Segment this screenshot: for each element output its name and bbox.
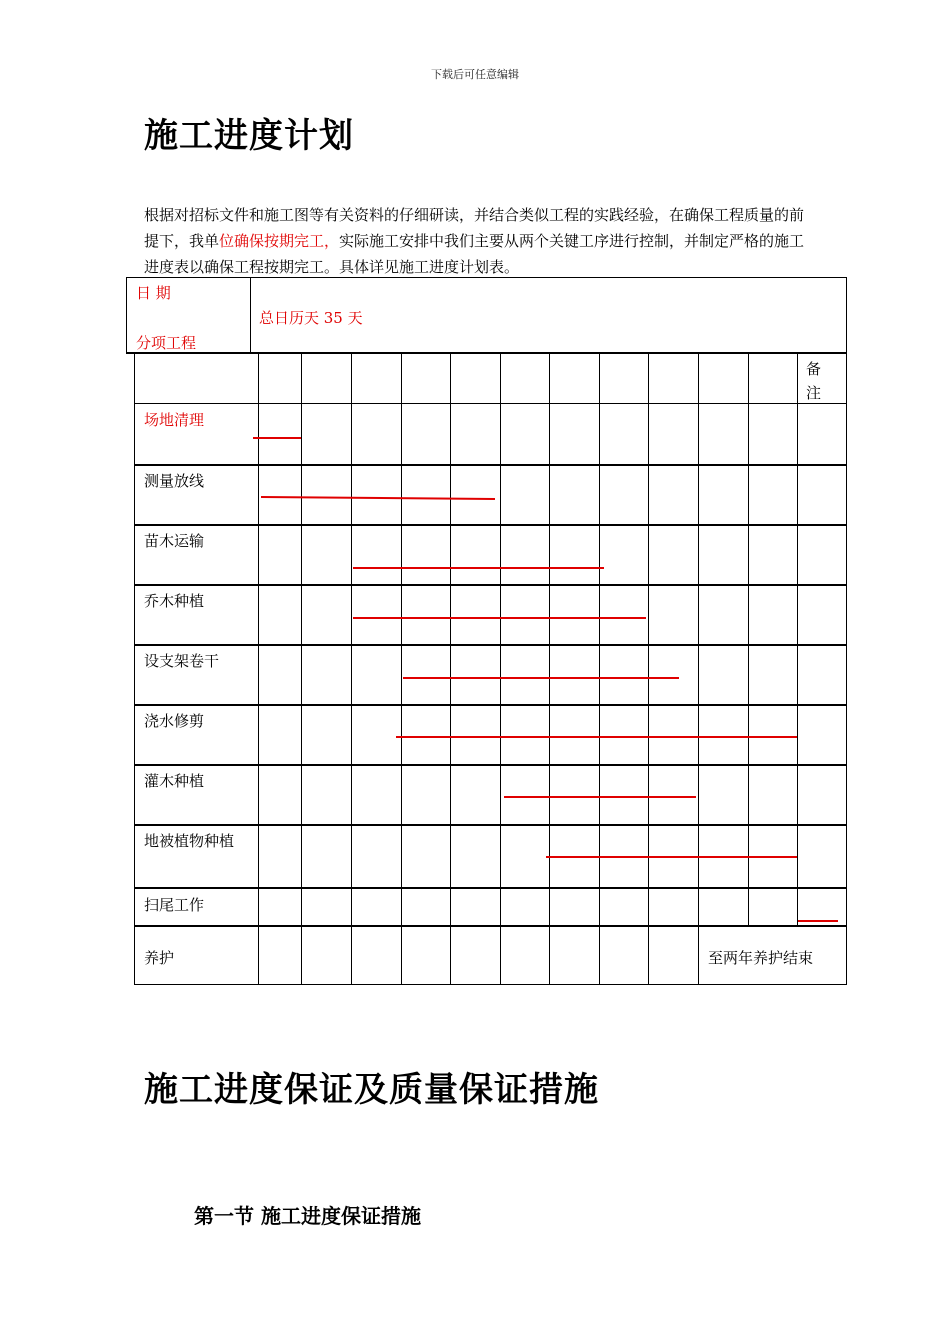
row-label-seedling-transport: 苗木运输 xyxy=(144,532,205,550)
corner-date-label: 日 期 xyxy=(136,284,171,302)
row-label-groundcover-planting: 地被植物种植 xyxy=(144,832,235,850)
table-line xyxy=(401,352,402,985)
table-line xyxy=(698,352,699,985)
total-days-label: 总日历天 35 天 xyxy=(259,309,363,327)
corner-item-label: 分项工程 xyxy=(136,334,197,352)
table-line xyxy=(549,352,550,985)
table-line xyxy=(134,887,847,889)
intro-text-red: 位确保按期完工， xyxy=(219,232,340,250)
table-line xyxy=(134,824,847,826)
table-line xyxy=(134,644,847,646)
gantt-bar-finishing xyxy=(798,920,838,922)
table-line xyxy=(134,925,847,927)
table-line xyxy=(126,277,847,278)
table-line xyxy=(450,352,451,985)
table-line xyxy=(748,352,749,926)
row-label-maintenance: 养护 xyxy=(144,949,175,967)
table-line xyxy=(126,352,847,354)
table-line xyxy=(134,584,847,586)
table-line xyxy=(258,352,259,985)
table-line xyxy=(134,352,135,985)
subsection-title: 第一节 施工进度保证措施 xyxy=(194,1204,421,1228)
section-title: 施工进度保证及质量保证措施 xyxy=(144,1070,599,1110)
row-label-surveying: 测量放线 xyxy=(144,472,205,490)
row-label-site-clearing: 场地清理 xyxy=(144,411,205,429)
maintenance-note: 至两年养护结束 xyxy=(708,949,814,967)
intro-text-3: 实际施工安排中我们主要从两个关键工序进行控制，并制定严格的施工进度表以确保工程按期完工。具体详见施工进度计划表。 xyxy=(144,232,805,276)
table-line xyxy=(301,352,302,985)
row-label-support-wrapping: 设支架卷干 xyxy=(144,652,220,670)
table-line xyxy=(134,524,847,526)
row-label-tree-planting: 乔木种植 xyxy=(144,592,205,610)
table-line xyxy=(351,352,352,985)
gantt-bar-watering-pruning xyxy=(396,736,797,738)
row-label-shrub-planting: 灌木种植 xyxy=(144,772,205,790)
table-line xyxy=(599,352,600,985)
table-line xyxy=(250,277,251,353)
gantt-bar-support-wrapping xyxy=(403,677,679,679)
row-label-watering-pruning: 浇水修剪 xyxy=(144,712,205,730)
table-line xyxy=(648,352,649,985)
gantt-bar-seedling-transport xyxy=(353,567,604,569)
table-line xyxy=(500,352,501,985)
gantt-bar-tree-planting xyxy=(353,617,646,619)
table-line xyxy=(134,984,847,985)
table-line xyxy=(134,704,847,706)
intro-text-1: 根据对招标文件和施工图等有关资料的仔细研读，并结合类似工程的实践经验，在确保工程质量的前提下，我单 xyxy=(144,206,805,250)
table-line xyxy=(126,277,127,353)
remark-header: 备注 xyxy=(806,360,822,402)
header-note: 下载后可任意编辑 xyxy=(431,68,519,81)
gantt-bar-site-clearing xyxy=(253,437,301,439)
table-line xyxy=(134,464,847,466)
table-line xyxy=(797,352,798,926)
page-title: 施工进度计划 xyxy=(144,116,354,156)
table-line xyxy=(134,764,847,766)
gantt-bar-groundcover-planting xyxy=(546,856,797,858)
table-line xyxy=(134,403,847,404)
row-label-finishing: 扫尾工作 xyxy=(144,896,205,914)
gantt-bar-shrub-planting xyxy=(504,796,696,798)
table-line xyxy=(846,277,847,985)
